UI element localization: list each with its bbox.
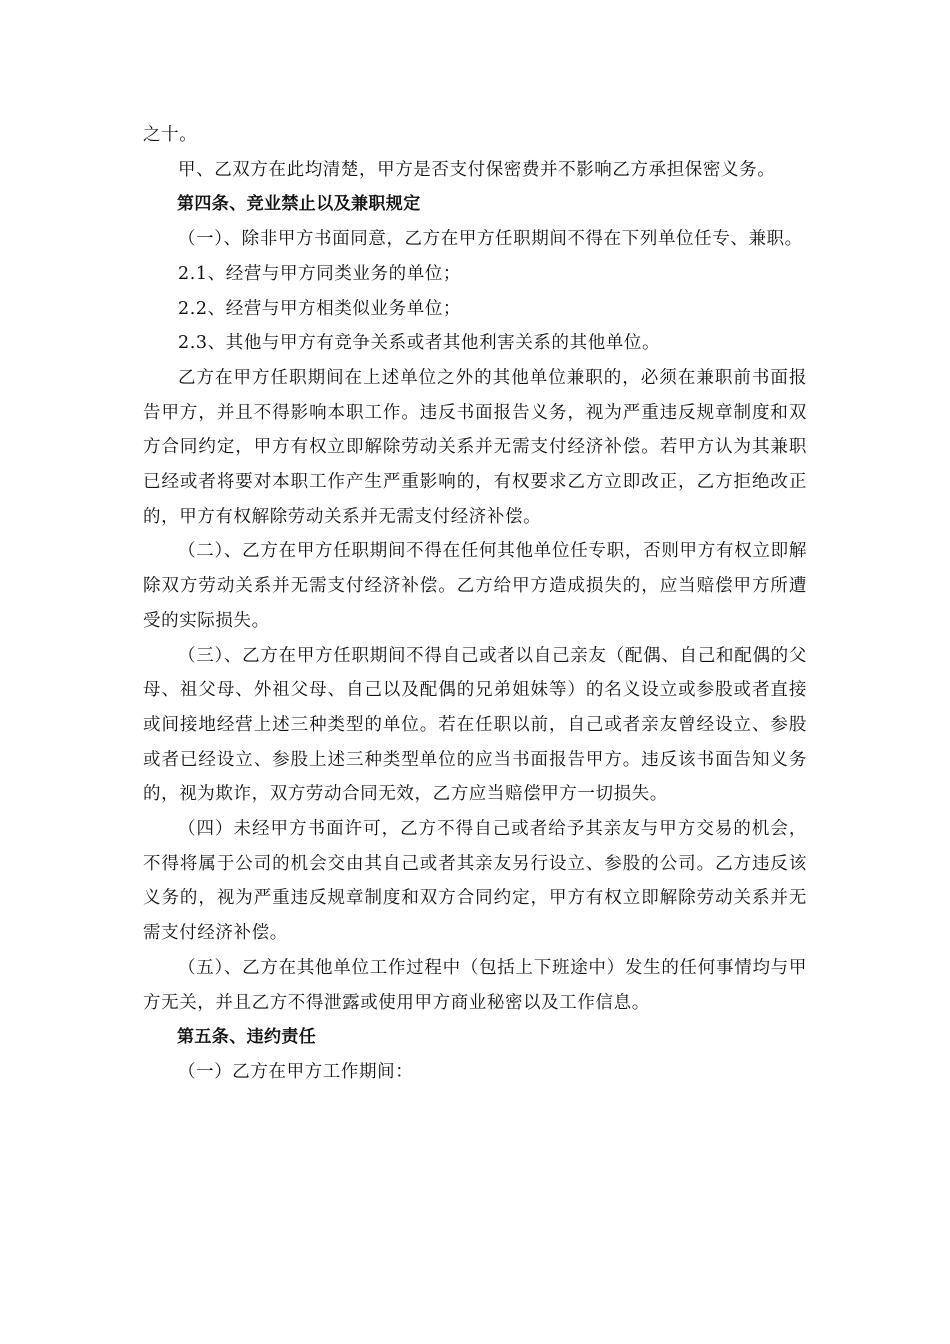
list-item-2-3: 2.3、其他与甲方有竞争关系或者其他利害关系的其他单位。 bbox=[178, 333, 661, 354]
paragraph-confidentiality-fee: 甲、乙双方在此均清楚，甲方是否支付保密费并不影响乙方承担保密义务。 bbox=[178, 159, 776, 180]
paragraph-clause-4-5: （五）、乙方在其他单位工作过程中（包括上下班途中）发生的任何事情均与甲方无关，并且乙方不得泄露或使用甲方商业秘密以及工作信息。 bbox=[143, 957, 807, 1013]
paragraph-clause-4-2: （二）、乙方在甲方任职期间不得在任何其他单位任专职，否则甲方有权立即解除双方劳动关系并无需支付经济补偿。乙方给甲方造成损失的，应当赔偿甲方所遭受的实际损失。 bbox=[143, 541, 807, 631]
document-body bbox=[143, 118, 807, 1090]
paragraph-clause-4-1: （一）、除非甲方书面同意，乙方在甲方任职期间不得在下列单位任专、兼职。 bbox=[178, 229, 803, 250]
paragraph-clause-4-4: （四）未经甲方书面许可，乙方不得自己或者给予其亲友与甲方交易的机会，不得将属于公司的机会交由其自己或者其亲友另行设立、参股的公司。乙方违反该义务的，视为严重违反规章制度和双方合同约定，甲方有权立即解除劳动关系并无需支付经济补偿。 bbox=[143, 819, 807, 944]
paragraph-clause-4-3: （三）、乙方在甲方任职期间不得自己或者以自己亲友（配偶、自己和配偶的父母、祖父母、外祖父母、自己以及配偶的兄弟姐妹等）的名义设立或参股或者直接或间接地经营上述三种类型的单位。若在任职以前，自己或者亲友曾经设立、参股或者已经设立、参股上述三种类型单位的应当书面报告甲方。违反该书面告知义务的，视为欺诈，双方劳动合同无效，乙方应当赔偿甲方一切损失。 bbox=[143, 645, 807, 805]
section-heading-article-4: 第四条、竞业禁止以及兼职规定 bbox=[177, 194, 421, 215]
paragraph-continuation: 之十。 bbox=[143, 125, 198, 145]
paragraph-clause-5-1: （一）乙方在甲方工作期间： bbox=[178, 1061, 414, 1082]
section-heading-article-5: 第五条、违约责任 bbox=[177, 1027, 317, 1048]
list-item-2-2: 2.2、经营与甲方相类似业务单位； bbox=[178, 298, 462, 319]
list-item-2-1: 2.1、经营与甲方同类业务的单位； bbox=[178, 263, 462, 284]
paragraph-part-time-report: 乙方在甲方任职期间在上述单位之外的其他单位兼职的，必须在兼职前书面报告甲方，并且不得影响本职工作。违反书面报告义务，视为严重违反规章制度和双方合同约定，甲方有权立即解除劳动关系并无需支付经济补偿。若甲方认为其兼职已经或者将要对本职工作产生严重影响的，有权要求乙方立即改正，乙方拒绝改正的，甲方有权解除劳动关系并无需支付经济补偿。 bbox=[143, 367, 807, 527]
